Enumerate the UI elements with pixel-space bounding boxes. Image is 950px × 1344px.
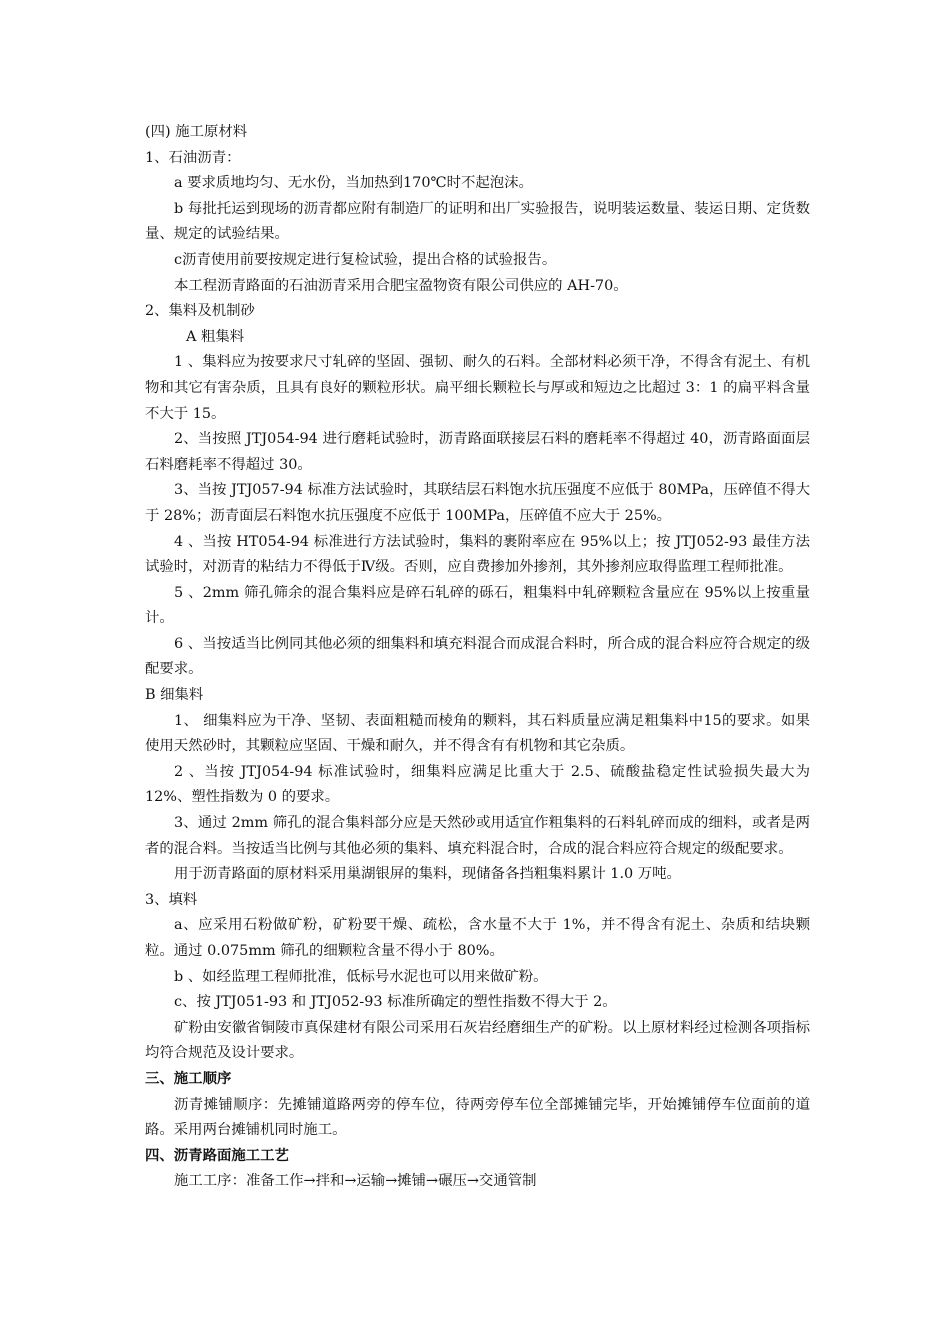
- paragraph: 3、通过 2mm 筛孔的混合集料部分应是天然砂或用适宜作粗集料的石料轧碎而成的细料，或者是两者的混合料。当按适当比例与其他必须的集料、填充料混合时，合成的混合料应符合规定的级配要求。: [145, 815, 810, 857]
- paragraph: 3、当按 JTJ057-94 标准方法试验时，其联结层石料饱水抗压强度不应低于 80MPa，压碎值不得大于 28%；沥青面层石料饱水抗压强度不应低于 100MPa，压碎值不应大于 25%。: [145, 482, 810, 524]
- paragraph: b 每批托运到现场的沥青都应附有制造厂的证明和出厂实验报告，说明装运数量、装运日期、定货数量、规定的试验结果。: [145, 200, 810, 243]
- paragraph: 1、 细集料应为干净、坚韧、表面粗糙而棱角的颗料，其石料质量应满足粗集料中15的要求。如果使用天然砂时，其颗粒应坚固、干燥和耐久，并不得含有有机物和其它杂质。: [145, 712, 810, 755]
- paragraph: c、按 JTJ051-93 和 JTJ052-93 标准所确定的塑性指数不得大于 2。: [174, 994, 617, 1011]
- paragraph: 施工工序：准备工作→拌和→运输→摊铺→碾压→交通管制: [174, 1173, 537, 1190]
- document-page: [145, 120, 810, 1195]
- section-heading-sequence: 三、施工顺序: [145, 1070, 232, 1087]
- paragraph: 本工程沥青路面的石油沥青采用合肥宝盈物资有限公司供应的 AH-70。: [174, 277, 628, 294]
- paragraph: c沥青使用前要按规定进行复检试验，提出合格的试验报告。: [174, 251, 557, 268]
- paragraph: a、应采用石粉做矿粉，矿粉要干燥、疏松，含水量不大于 1%，并不得含有泥土、杂质和结块颗粒。通过 0.075mm 筛孔的细颗粒含量不得小于 80%。: [145, 917, 810, 959]
- paragraph: 矿粉由安徽省铜陵市真保建材有限公司采用石灰岩经磨细生产的矿粉。以上原材料经过检测各项指标均符合规范及设计要求。: [145, 1019, 810, 1062]
- subheading-fine: B 细集料: [145, 687, 204, 704]
- section-heading: (四) 施工原材料: [145, 124, 248, 140]
- subheading-aggregate: 2、集料及机制砂: [145, 303, 255, 320]
- paragraph: 4 、当按 HT054-94 标准进行方法试验时，集料的裹附率应在 95%以上；按 JTJ052-93 最佳方法试验时，对沥青的粘结力不得低于Ⅳ级。否则，应自费掺加外掺剂，其外掺剂应取得监理工程师批准。: [145, 533, 810, 576]
- paragraph: 2 、当按 JTJ054-94 标准试验时，细集料应满足比重大于 2.5、硫酸盐稳定性试验损失最大为 12%、塑性指数为 0 的要求。: [145, 763, 810, 806]
- section-heading-process: 四、沥青路面施工工艺: [145, 1147, 289, 1164]
- subheading-filler: 3、填料: [145, 891, 198, 908]
- paragraph: 沥青摊铺顺序：先摊铺道路两旁的停车位，待两旁停车位全部摊铺完毕，开始摊铺停车位面前的道路。采用两台摊铺机同时施工。: [145, 1096, 810, 1139]
- paragraph: 1 、集料应为按要求尺寸轧碎的坚固、强韧、耐久的石料。全部材料必须干净，不得含有泥土、有机物和其它有害杂质，且具有良好的颗粒形状。扁平细长颗粒长与厚或和短边之比超过 3：1 的扁平料含量不大于 15。: [145, 354, 810, 422]
- paragraph: 2、当按照 JTJ054-94 进行磨耗试验时，沥青路面联接层石料的磨耗率不得超过 40，沥青路面面层石料磨耗率不得超过 30。: [145, 431, 810, 473]
- paragraph: a 要求质地均匀、无水份，当加热到170℃时不起泡沫。: [174, 175, 533, 192]
- paragraph: 5 、2mm 筛孔筛余的混合集料应是碎石轧碎的砾石，粗集料中轧碎颗粒含量应在 95%以上按重量计。: [145, 584, 810, 627]
- subheading-asphalt: 1、石油沥青：: [145, 149, 241, 166]
- paragraph: 6 、当按适当比例同其他必须的细集料和填充料混合而成混合料时，所合成的混合料应符合规定的级配要求。: [145, 635, 810, 678]
- paragraph: 用于沥青路面的原材料采用巢湖银屏的集料，现储备各挡粗集料累计 1.0 万吨。: [174, 866, 681, 883]
- paragraph: b 、如经监理工程师批准，低标号水泥也可以用来做矿粉。: [174, 968, 548, 985]
- subheading-coarse: A 粗集料: [186, 328, 245, 345]
